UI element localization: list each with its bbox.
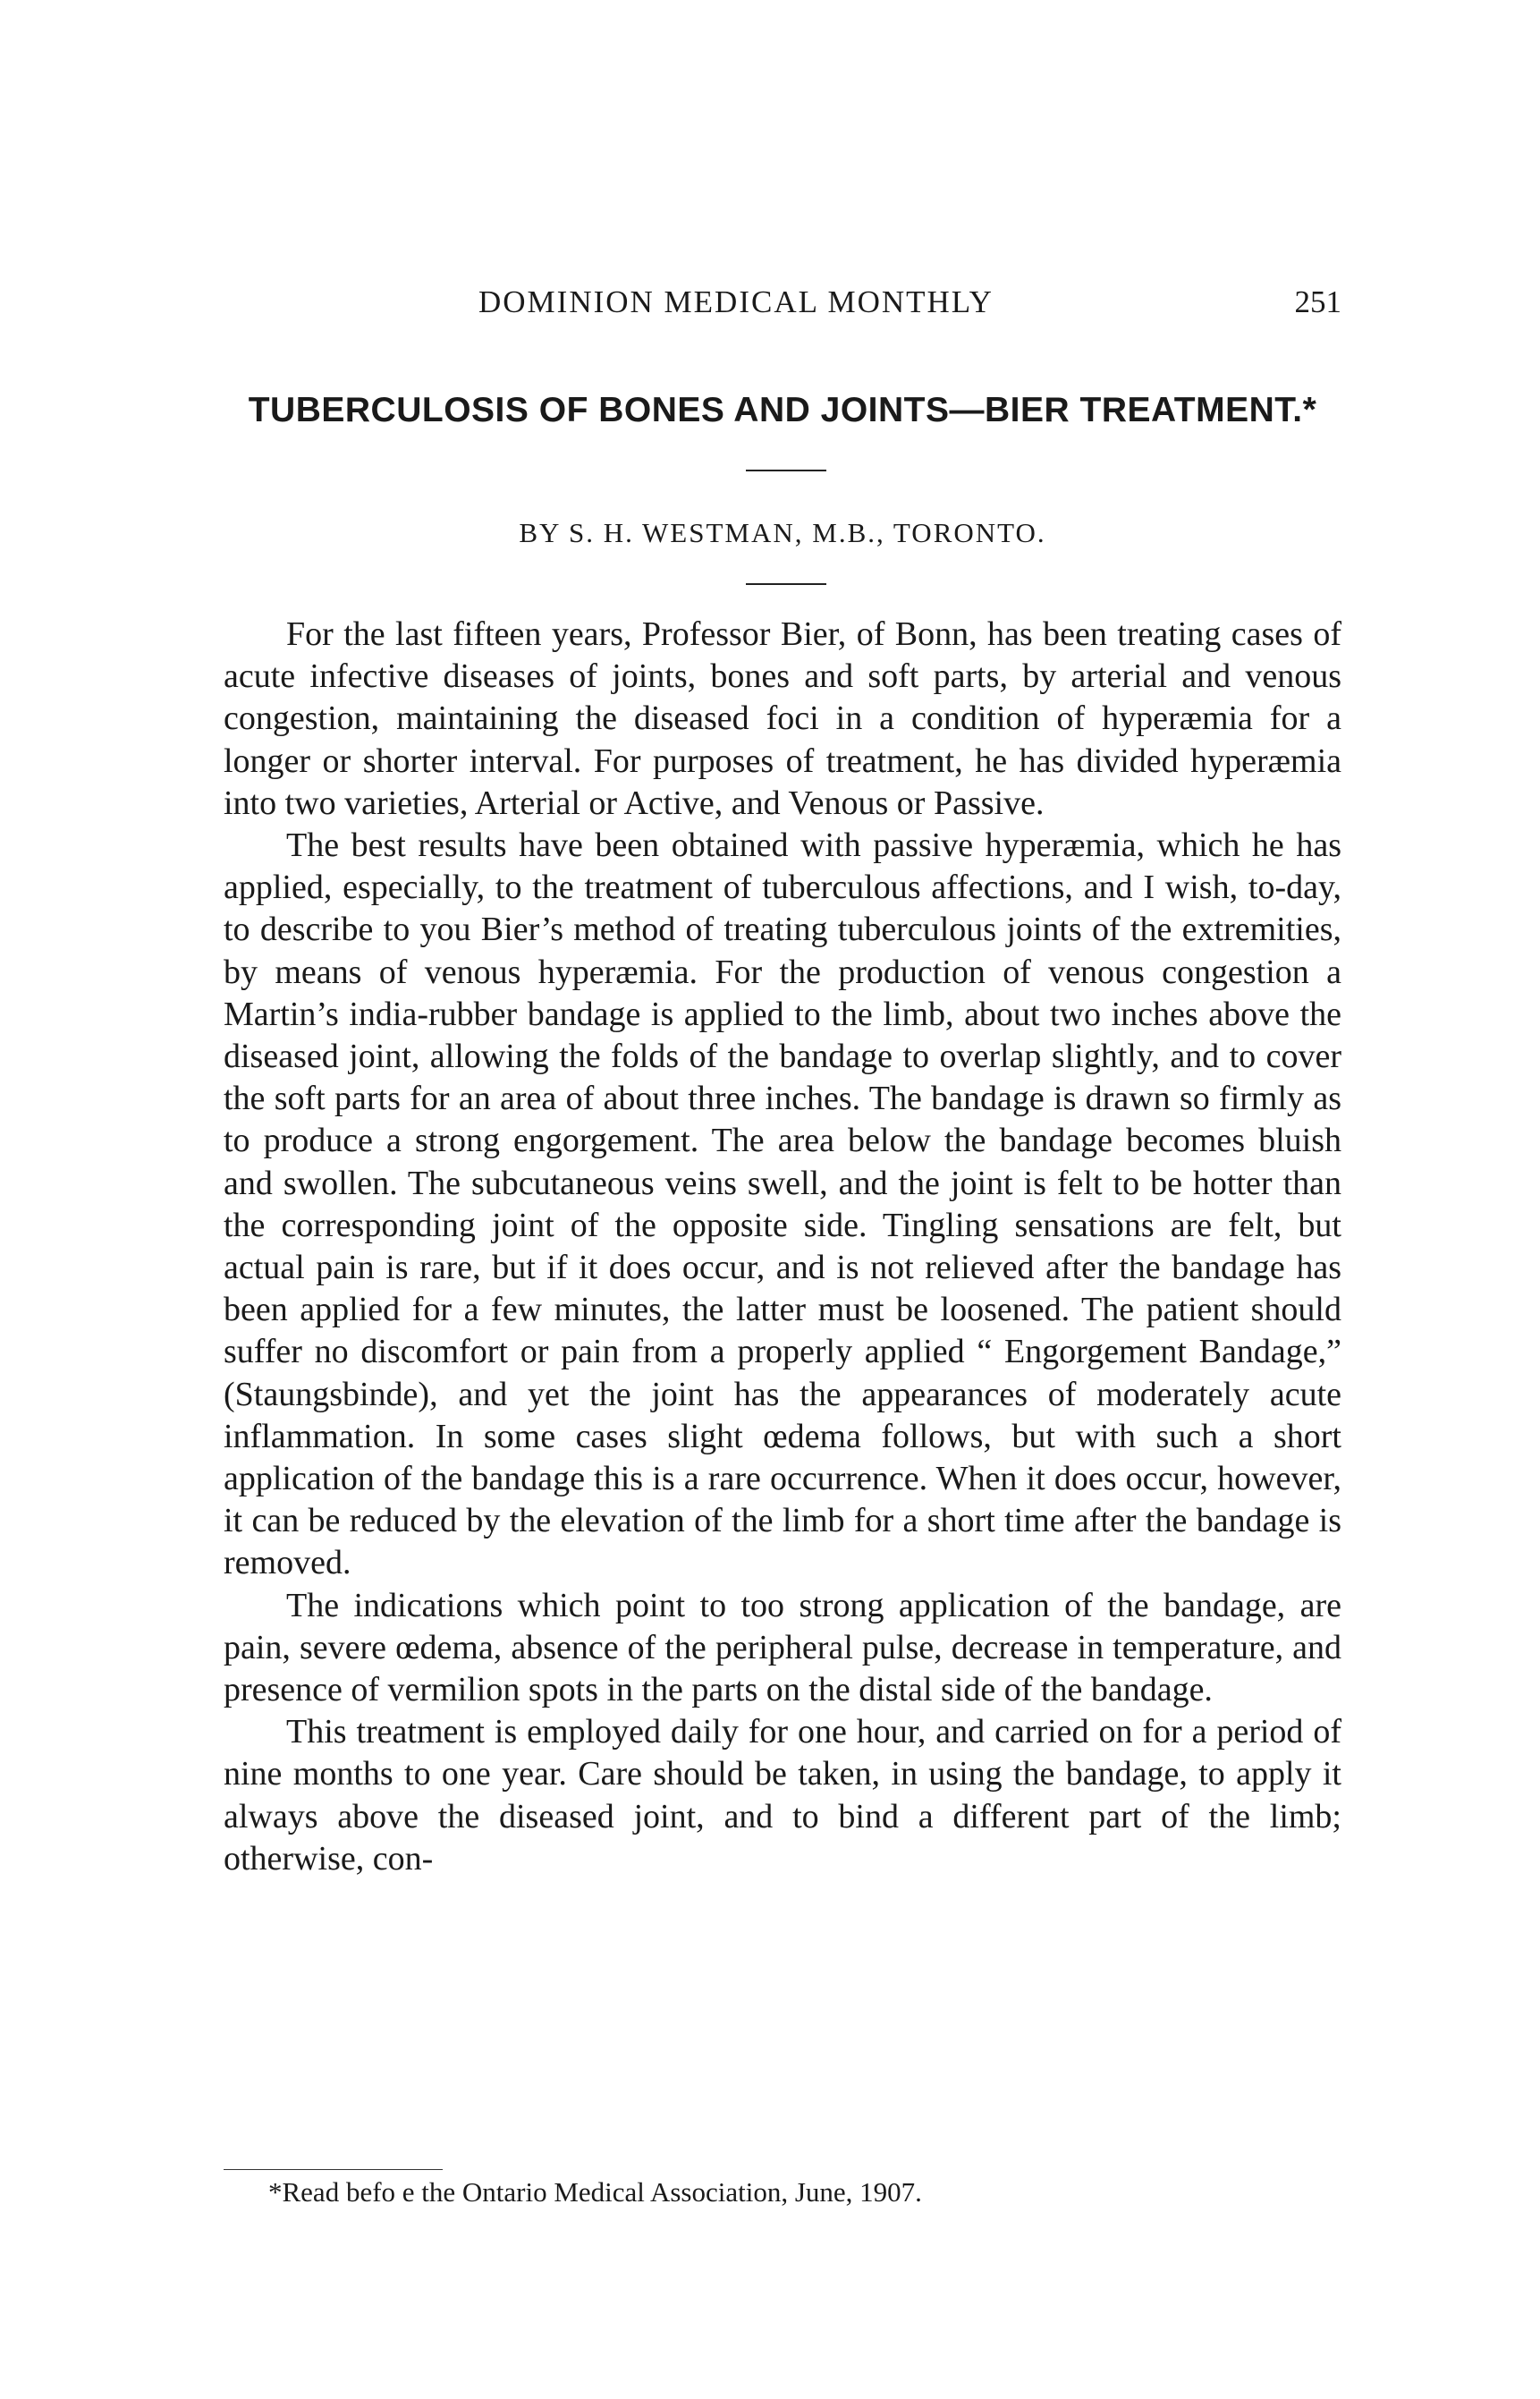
article-title: TUBERCULOSIS OF BONES AND JOINTS—BIER TREATMENT.* [248, 391, 1317, 429]
paragraph-3: The indications which point to too strong application of the bandage, are pain, severe œdema, absence of the peripheral pulse, decrease in temperature, and presence of vermilion spots in the parts on the distal side of the bandage. [224, 1586, 1341, 1709]
page-number: 251 [1294, 284, 1341, 319]
page-header [224, 284, 1341, 320]
footnote-divider [224, 2169, 443, 2170]
author-byline: BY S. H. WESTMAN, M.B., TORONTO. [519, 517, 1046, 548]
paragraph-2: The best results have been obtained with passive hyperæmia, which he has applied, especially, to the treatment of tuberculous affections, and I wish, to-day, to describe to you Bier’s method of treating tuberculous joints of the extremities, by means of venous hyperæmia. For the production of venous congestion a Martin’s india-rubber bandage is applied to the limb, about two inches above the diseased joint, allowing the folds of the bandage to overlap slightly, and to cover the soft parts for an area of about three inches. The bandage is drawn so firmly as to produce a strong engorgement. The area below the bandage becomes bluish and swollen. The subcutaneous veins swell, and the joint is felt to be hotter than the corresponding joint of the opposite side. Tingling sensations are felt, but actual pain is rare, but if it does occur, and is not relieved after the bandage has been applied for a few minutes, the latter must be loosened. The patient should suffer no discomfort or pain from a properly applied “ Engorgement Bandage,” (Staungsbinde), and yet the joint has the appearances of moderately acute inflammation. In some cases slight œdema follows, but with such a short application of the bandage this is a rare occurrence. When it does occur, however, it can be reduced by the elevation of the limb for a short time after the bandage is removed. [224, 827, 1341, 1582]
paragraph-1: For the last fifteen years, Professor Bier, of Bonn, has been treating cases of acute infective diseases of joints, bones and soft parts, by arterial and venous congestion, maintaining the diseased foci in a condition of hyperæmia for a longer or shorter interval. For purposes of treatment, he has divided hyperæmia into two varieties, Arterial or Active, and Venous or Passive. [224, 615, 1341, 822]
footnote: *Read befo e the Ontario Medical Association, June, 1907. [268, 2176, 922, 2208]
title-divider [746, 470, 826, 471]
byline-divider [746, 583, 826, 585]
running-head: DOMINION MEDICAL MONTHLY [478, 284, 994, 319]
paragraph-4: This treatment is employed daily for one hour, and carried on for a period of nine months to one year. Care should be taken, in using the bandage, to apply it always above the diseased joint, and to bind a different part of the limb; otherwise, con- [224, 1713, 1341, 1878]
article-body [224, 614, 1341, 1880]
